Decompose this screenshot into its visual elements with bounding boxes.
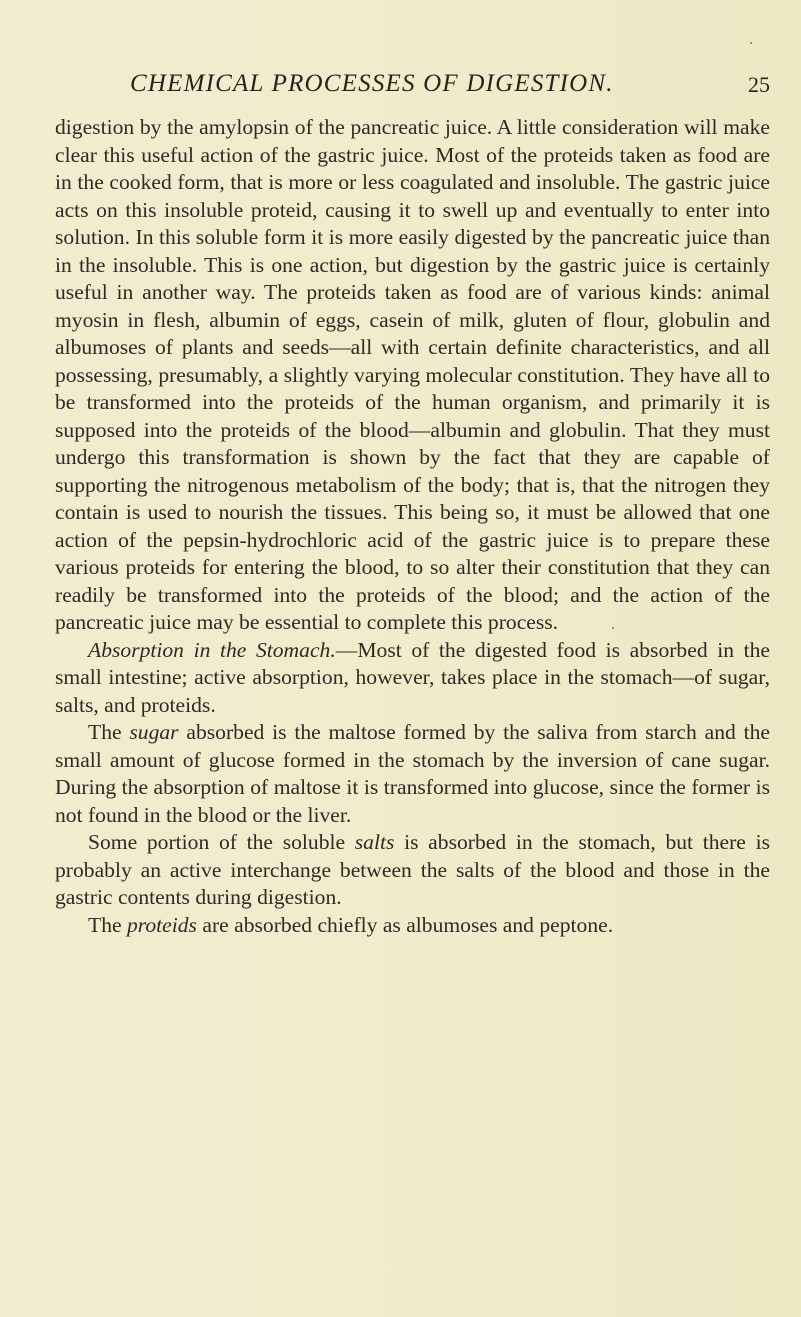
section-heading: Absorption in the Stomach. xyxy=(88,637,336,662)
paragraph-proteids-text: are absorbed chiefly as albumoses and peptone. xyxy=(196,912,614,937)
body-text xyxy=(55,114,770,939)
paragraph-proteids xyxy=(55,912,770,940)
paragraph-proteids-start: The xyxy=(88,912,127,937)
term-proteids: proteids xyxy=(126,912,197,937)
running-title: CHEMICAL PROCESSES OF DIGESTION. xyxy=(130,70,614,97)
paper-speck xyxy=(612,627,614,629)
paragraph-sugar xyxy=(55,719,770,829)
paragraph-salts xyxy=(55,829,770,912)
paragraph-salts-text: is absorbed in the stomach, but there is probably an active interchange between the salts of the blood and those in the gastric contents during digestion. xyxy=(55,830,770,909)
paragraph-sugar-start: The xyxy=(88,720,130,744)
page-header xyxy=(130,70,770,104)
page-number: 25 xyxy=(748,72,770,97)
paragraph-sugar-text: absorbed is the maltose formed by the saliva from starch and the small amount of glucose formed in the stomach by the inversion of cane sugar. During the absorption of maltose it is transformed into glucose, since the former is not found in the blood or the liver. xyxy=(55,720,770,827)
term-sugar: sugar xyxy=(129,720,179,744)
term-salts: salts xyxy=(354,830,395,854)
paragraph-salts-start: Some portion of the soluble xyxy=(88,830,355,854)
paper-speck xyxy=(750,42,752,44)
paragraph-digestion: digestion by the amylopsin of the pancreatic juice. A little consideration will make clear this useful action of the gastric juice. Most of the proteids taken as food are in the cooked form, that is more or less coagulated and insoluble. The gastric juice acts on this insoluble proteid, causing it to swell up and eventually to enter into solution. In this soluble form it is more easily digested by the pancreatic juice than in the insoluble. This is one action, but digestion by the gastric juice is certainly useful in another way. The proteids taken as food are of various kinds: animal myosin in flesh, albumin of eggs, casein of milk, gluten of flour, globulin and albumoses of plants and seeds—all with certain definite characteristics, and all possessing, presumably, a slightly varying molecular constitution. They have all to be transformed into the proteids of the human organism, and primarily it is supposed into the proteids of the blood—albumin and globulin. That they must undergo this transformation is shown by the fact that they are capable of supporting the nitrogenous metabolism of the body; that is, that the nitrogen they contain is used to nourish the tissues. This being so, it must be allowed that one action of the pepsin-hydrochloric acid of the gastric juice is to prepare these various proteids for entering the blood, to so alter their constitution that they can readily be transformed into the proteids of the blood; and the action of the pancreatic juice may be essential to complete this process. xyxy=(55,115,770,634)
paragraph-absorption xyxy=(55,637,770,720)
paragraph-absorption-text: —Most of the digested food is absorbed in the small intestine; active absorption, however, takes place in the stomach—of sugar, salts, and proteids. xyxy=(55,637,770,717)
